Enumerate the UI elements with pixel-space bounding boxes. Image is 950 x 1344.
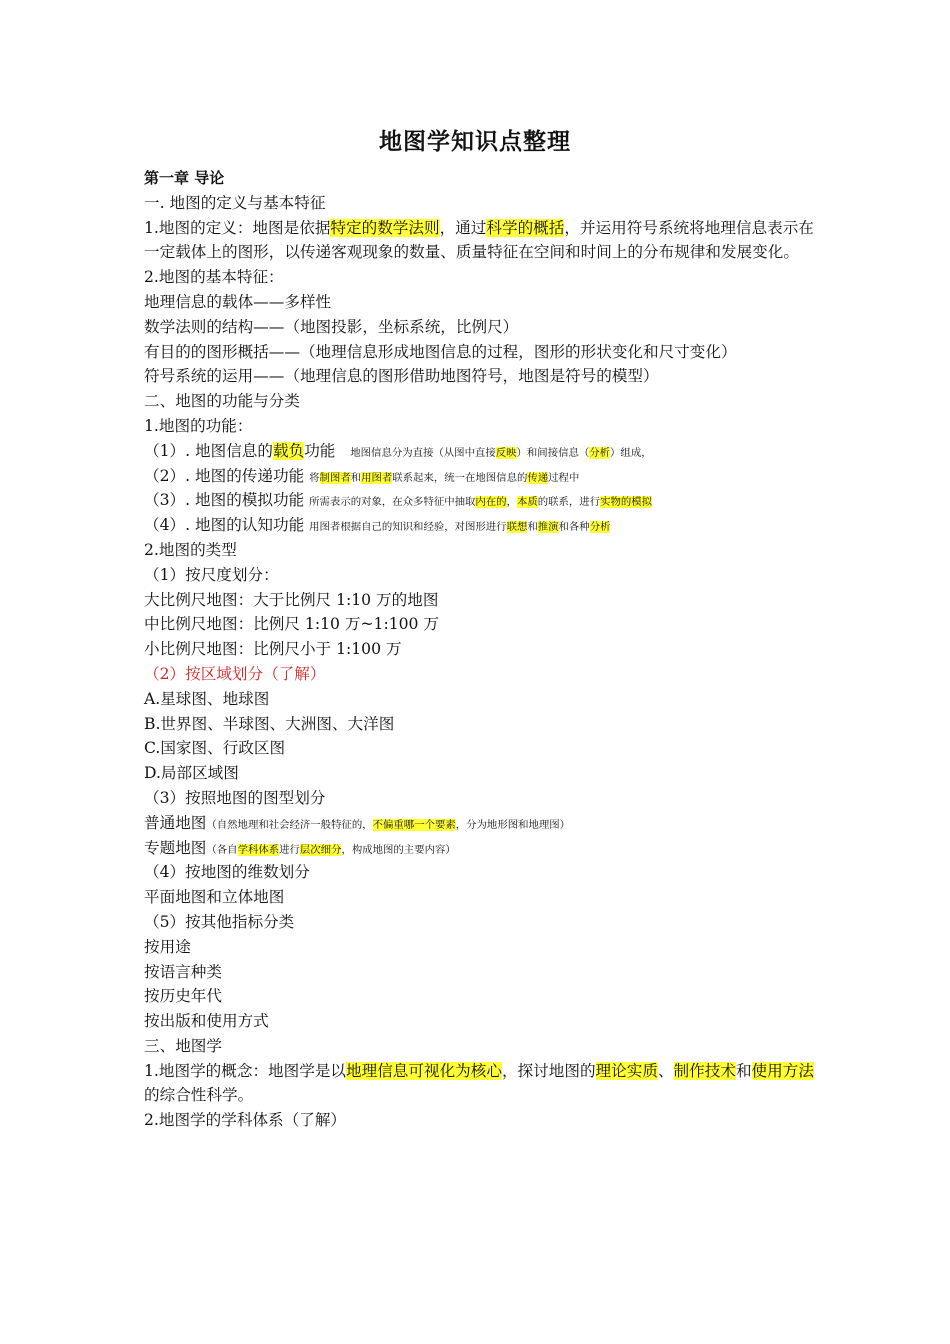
text: ，分为地形图和地理图） (455, 818, 571, 831)
scale-heading: （1）按尺度划分： (144, 565, 279, 584)
text: 的综合性科学。 (144, 1086, 254, 1105)
text: ，通过 (439, 218, 487, 237)
functions-heading: 1.地图的功能： (144, 416, 253, 435)
discipline-system: 2.地图学的学科体系（了解） (144, 1111, 347, 1130)
map-definition (144, 216, 824, 266)
text: ，构成地图的主要内容） (341, 843, 456, 856)
feature-item: 符号系统的运用——（地理信息的图形借助地图符号，地图是符号的模型） (144, 367, 659, 386)
highlight: 学科体系 (237, 843, 280, 856)
region-item: C.国家图、行政区图 (144, 739, 286, 758)
other-item: 按历史年代 (144, 987, 222, 1006)
text: （3）. 地图的模拟功能 (144, 491, 305, 510)
note (309, 472, 579, 484)
highlight: 联想 (506, 521, 528, 534)
highlight: 制作技术 (673, 1061, 736, 1080)
text: （2）. 地图的传递功能 (144, 466, 305, 485)
other-item: 按出版和使用方式 (144, 1012, 269, 1031)
text: （各自 (206, 843, 238, 856)
function-item-3 (144, 488, 824, 513)
text: 进行 (279, 843, 300, 856)
region-heading: （2）按区域划分（了解） (144, 664, 326, 683)
page-title: 地图学知识点整理 (379, 129, 571, 155)
text: 和 (527, 521, 538, 534)
text: ）组成， (610, 446, 652, 459)
highlight: 不偏重哪一个要素 (372, 818, 456, 831)
text: （自然地理和社会经济一般特征的， (206, 818, 373, 831)
highlight: 本质 (516, 496, 538, 509)
other-heading: （5）按其他指标分类 (144, 912, 295, 931)
highlight: 分析 (589, 446, 611, 459)
text: （4）. 地图的认知功能 (144, 516, 305, 535)
highlight: 反映 (495, 446, 517, 459)
highlight: 科学的概括 (486, 218, 565, 237)
other-item: 按用途 (144, 937, 191, 956)
highlight: 实物的模拟 (600, 496, 653, 509)
features-heading: 2.地图的基本特征： (144, 268, 284, 287)
text: 所需表示的对象，在众多特征中抽取 (309, 496, 476, 509)
text: 专题地图 (144, 838, 207, 857)
text: 、 (657, 1061, 674, 1080)
scale-item: 小比例尺地图：比例尺小于 1:100 万 (144, 640, 402, 659)
function-item-1 (144, 439, 824, 464)
highlight: 层次细分 (299, 843, 342, 856)
text: 的联系，进行 (537, 496, 601, 509)
document-body (144, 166, 824, 1133)
highlight: 推演 (537, 521, 559, 534)
text: 地图信息分为直接（从图中直接 (350, 446, 496, 459)
text: 用图者根据自己的知识和经验，对图形进行 (309, 521, 507, 534)
text: 1.地图的定义：地图是依据 (144, 218, 331, 237)
note (309, 521, 610, 533)
region-item: D.局部区域图 (144, 764, 239, 783)
highlight: 理论实质 (595, 1061, 658, 1080)
text: 过程中 (548, 471, 580, 484)
feature-item: 数学法则的结构——（地图投影，坐标系统，比例尺） (144, 317, 519, 336)
text: （1）. 地图信息的 (144, 441, 273, 460)
section-heading-1: 一. 地图的定义与基本特征 (144, 193, 326, 212)
text: ）和间接信息（ (516, 446, 590, 459)
function-item-4 (144, 513, 824, 538)
shape-heading: （3）按照地图的图型划分 (144, 788, 326, 807)
highlight: 分析 (589, 521, 611, 534)
section-heading-2: 二、地图的功能与分类 (144, 392, 300, 411)
other-item: 按语言种类 (144, 962, 222, 981)
highlight: 特定的数学法则 (330, 218, 440, 237)
scale-item: 中比例尺地图：比例尺 1:10 万~1:100 万 (144, 615, 440, 634)
text: ，探讨地图的 (501, 1061, 596, 1080)
note (350, 447, 651, 459)
text: 1.地图学的概念：地图学是以 (144, 1061, 347, 1080)
text: 和各种 (558, 521, 590, 534)
function-item-2 (144, 464, 824, 489)
general-map-item (144, 811, 824, 836)
highlight: 地理信息可视化为核心 (346, 1061, 502, 1080)
text: 和 (350, 471, 362, 484)
highlight: 制图者 (319, 471, 351, 484)
feature-item: 有目的的图形概括——（地理信息形成地图信息的过程，图形的形状变化和尺寸变化） (144, 342, 737, 361)
highlight: 载负 (273, 441, 305, 460)
dimension-item: 平面地图和立体地图 (144, 888, 285, 907)
text: ，并运用符号系统将地理信息表示在一定载体上的图形，以传递客观现象的数量、质量特征在空间和时间上的分布规律和发展变化。 (144, 218, 814, 262)
types-heading: 2.地图的类型 (144, 540, 237, 559)
scale-item: 大比例尺地图：大于比例尺 1:10 万的地图 (144, 590, 439, 609)
feature-item: 地理信息的载体——多样性 (144, 292, 332, 311)
highlight: 传递 (527, 471, 549, 484)
chapter-heading: 第一章 导论 (144, 169, 225, 187)
text: 功能 (304, 441, 336, 460)
note (309, 496, 652, 508)
highlight: 用图者 (361, 471, 393, 484)
text: 和 (735, 1061, 752, 1080)
thematic-map-item (144, 836, 824, 861)
text: 联系起来，统一在地图信息的 (392, 471, 528, 484)
region-item: B.世界图、半球图、大洲图、大洋图 (144, 714, 395, 733)
text: ， (506, 496, 517, 509)
dimension-heading: （4）按地图的维数划分 (144, 863, 310, 882)
region-item: A.星球图、地球图 (144, 689, 270, 708)
highlight: 内在的 (475, 496, 507, 509)
highlight: 使用方法 (751, 1061, 814, 1080)
section-heading-3: 三、地图学 (144, 1036, 222, 1055)
cartography-concept (144, 1059, 824, 1109)
text: 普通地图 (144, 813, 207, 832)
note (206, 819, 570, 831)
text: 将 (309, 471, 320, 484)
note (206, 844, 455, 856)
